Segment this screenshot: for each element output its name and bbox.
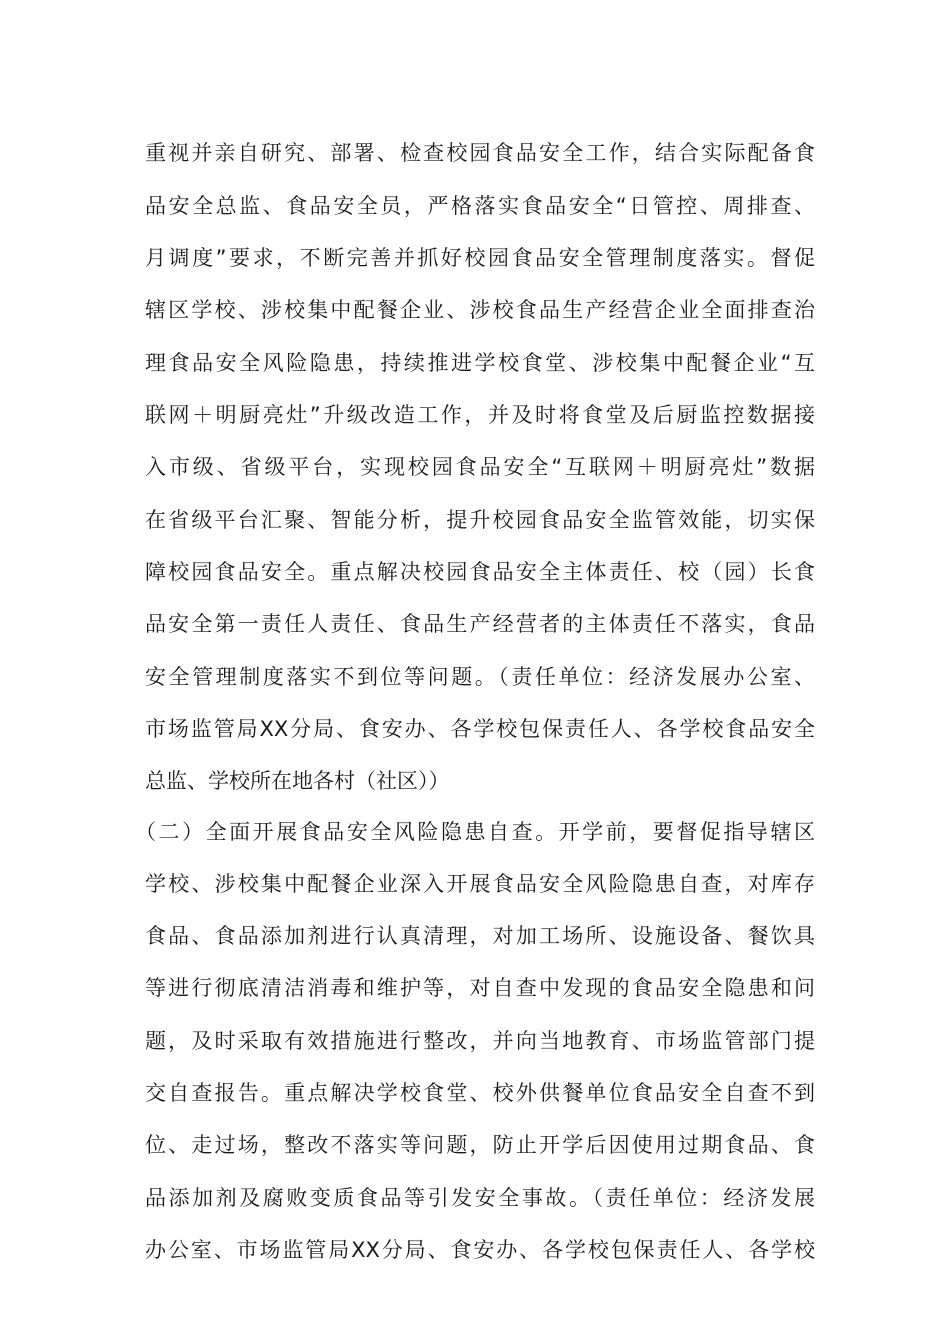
text-line: 品添加剂及腐败变质食品等引发安全事故。（责任单位：经济发展	[145, 1186, 815, 1210]
text-line: 题，及时采取有效措施进行整改，并向当地教育、市场监管部门提	[145, 1029, 815, 1053]
text-line: 市场监管局XX分局、食安办、各学校包保责任人、各学校食品安全	[145, 717, 815, 741]
text-line: 安全管理制度落实不到位等问题。（责任单位：经济发展办公室、	[145, 665, 815, 689]
text-line: 入市级、省级平台，实现校园食品安全“互联网＋明厨亮灶”数据	[145, 455, 815, 479]
text-line: 重视并亲自研究、部署、检查校园食品安全工作，结合实际配备食	[145, 141, 815, 165]
text-line: 品安全总监、食品安全员，严格落实食品安全“日管控、周排查、	[145, 194, 815, 218]
text-line: 在省级平台汇聚、智能分析，提升校园食品安全监管效能，切实保	[145, 508, 815, 532]
section-heading-line: （二）全面开展食品安全风险隐患自查。开学前，要督促指导辖区	[135, 820, 815, 844]
text-line: 学校、涉校集中配餐企业深入开展食品安全风险隐患自查，对库存	[145, 872, 815, 896]
text-line: 品安全第一责任人责任、食品生产经营者的主体责任不落实，食品	[145, 612, 815, 636]
text-line: 月调度”要求，不断完善并抓好校园食品安全管理制度落实。督促	[145, 246, 815, 270]
text-line: 总监、学校所在地各村（社区））	[145, 769, 450, 793]
text-line: 食品、食品添加剂进行认真清理，对加工场所、设施设备、餐饮具	[145, 924, 815, 948]
text-line: 交自查报告。重点解决学校食堂、校外供餐单位食品安全自查不到	[145, 1081, 815, 1105]
text-line: 办公室、市场监管局XX分局、食安办、各学校包保责任人、各学校	[145, 1238, 815, 1262]
text-line: 联网＋明厨亮灶”升级改造工作，并及时将食堂及后厨监控数据接	[145, 403, 815, 427]
text-line: 位、走过场，整改不落实等问题，防止开学后因使用过期食品、食	[145, 1133, 815, 1157]
text-line: 理食品安全风险隐患，持续推进学校食堂、涉校集中配餐企业“互	[145, 351, 815, 375]
text-line: 障校园食品安全。重点解决校园食品安全主体责任、校（园）长食	[145, 560, 815, 584]
text-line: 辖区学校、涉校集中配餐企业、涉校食品生产经营企业全面排查治	[145, 298, 815, 322]
text-line: 等进行彻底清洁消毒和维护等，对自查中发现的食品安全隐患和问	[145, 976, 815, 1000]
